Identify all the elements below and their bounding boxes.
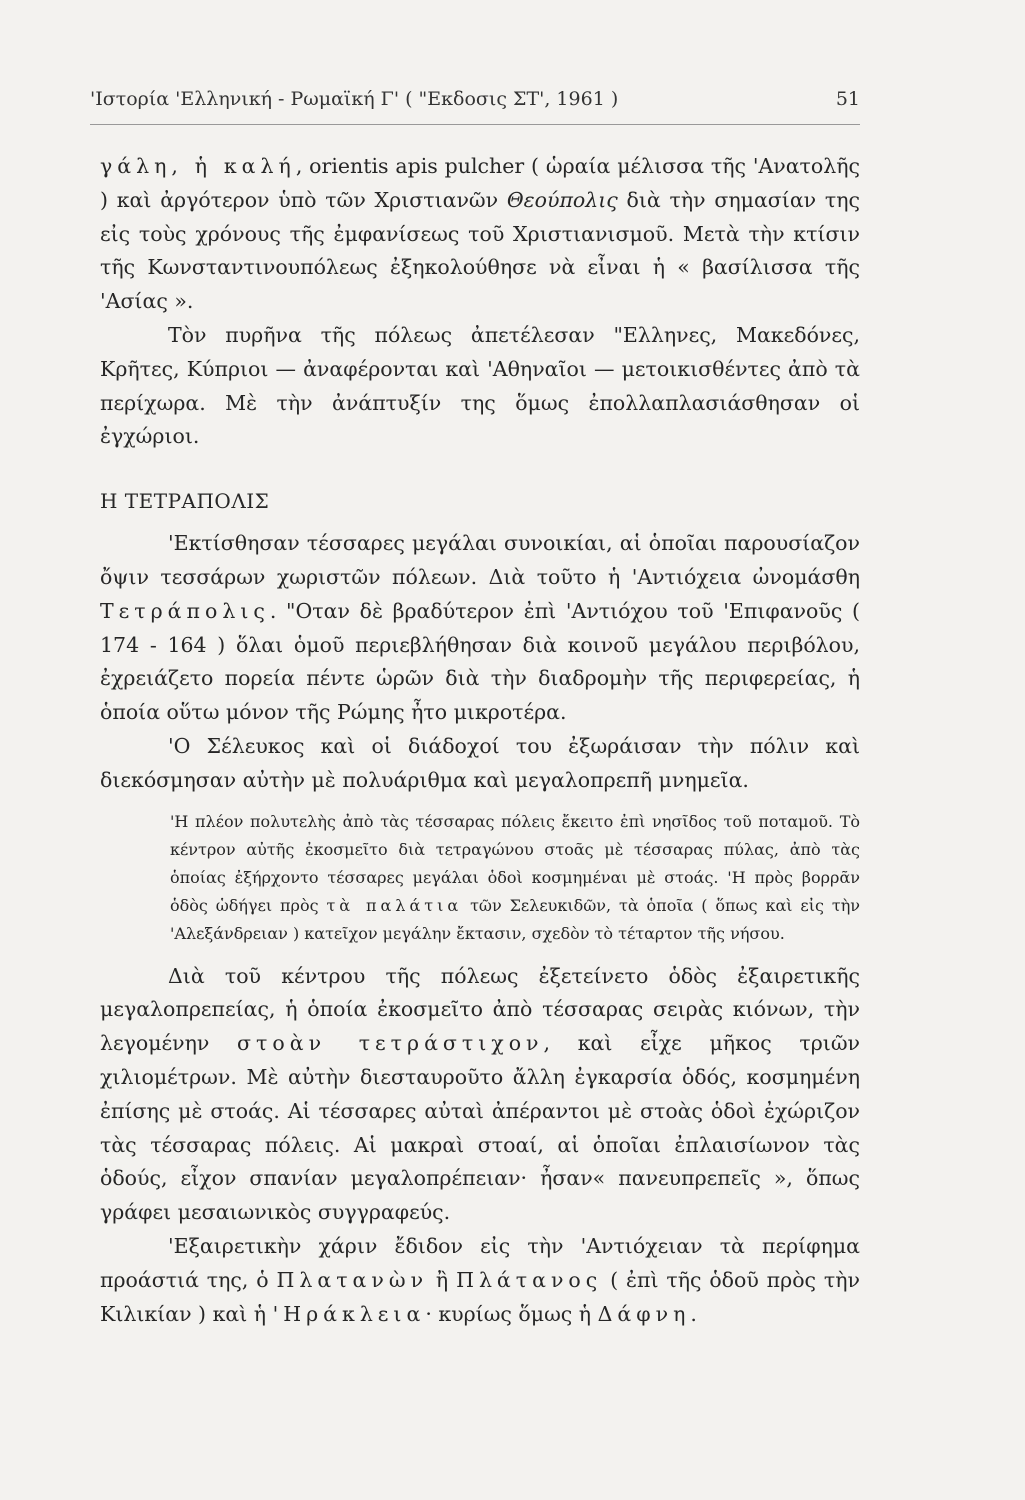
paragraph-1	[100, 150, 860, 319]
spaced-text: στοὰν τετράστιχον	[237, 1031, 544, 1056]
text-run: 'Εξαιρετικὴν χάριν ἔδιδον εἰς τὴν 'Αντιόχειαν τὰ περίφημα προάστιά της, ὁ	[100, 1233, 860, 1292]
spaced-text: Πλάτανος	[456, 1267, 603, 1292]
spaced-text: Τετράπολις	[100, 598, 270, 623]
header-rule	[90, 124, 860, 125]
section-heading: Η ΤΕΤΡΑΠΟΛΙΣ	[100, 489, 270, 514]
text-run: τῶν Σελευκιδῶν, τὰ ὁποῖα ( ὅπως καὶ εἰς τὴν 'Αλεξάνδρειαν ) κατεῖχον μεγάλην ἔκτασιν, σχεδὸν τὸ τέταρτον τῆς νήσου.	[170, 895, 861, 943]
text-run: , orientis apis pulcher ( ὡραία μέλισσα τῆς 'Ανατολῆς ) καὶ ἀργότερον ὑπὸ τῶν Χριστιανῶν	[100, 154, 860, 212]
text-run: 'Εκτίσθησαν τέσσαρες μεγάλαι συνοικίαι, αἱ ὁποῖαι παρουσίαζον ὄψιν τεσσάρων χωριστῶν πόλεων. Διὰ τοῦτο ἡ 'Αντιόχεια ὠνομάσθη	[100, 531, 860, 589]
spaced-text: τὰ παλάτια	[326, 895, 463, 915]
paragraph-4: 'Ο Σέλευκος καὶ οἱ διάδοχοί του ἐξωράισαν τὴν πόλιν καὶ διεκόσμησαν αὐτὴν μὲ πολυάριθμα καὶ μεγαλοπρεπῆ μνημεῖα.	[100, 733, 860, 792]
text-run: · κυρίως ὅμως ἡ	[425, 1301, 598, 1326]
paragraph-3	[100, 527, 860, 730]
spaced-text: γάλη, ἡ καλή	[100, 154, 296, 178]
text-run: Διὰ τοῦ κέντρου τῆς πόλεως ἐξετείνετο ὁδὸς ἐξαιρετικῆς μεγαλοπρεπείας, ἡ ὁποία ἐκοσμεῖτο ἀπὸ τέσσαρας σειρὰς κιόνων, τὴν λεγομένην	[100, 963, 860, 1056]
text-run: .	[690, 1301, 697, 1326]
text-run: , καὶ εἶχε μῆκος τριῶν χιλιομέτρων. Μὲ αὐτὴν διεσταυροῦτο ἄλλη ἐγκαρσία ὁδός, κοσμημένη ἐπίσης μὲ στοάς. Αἱ τέσσαρες αὐταὶ ἀπέραντοι μὲ στοὰς ὁδοὶ ἐχώριζον τὰς τέσσαρας πόλεις. Αἱ μακραὶ στοαί, αἱ ὁποῖαι ἐπλαισίωνον τὰς ὁδούς, εἶχον σπανίαν μεγαλοπρέπειαν· ἦσαν« πανευπρεπεῖς », ὅπως γράφει μεσαιωνικὸς συγγραφεύς.	[100, 1031, 861, 1225]
italic-term: Θεούπολις	[506, 187, 618, 212]
spaced-text: Πλατανὼν	[276, 1267, 429, 1292]
text-run: διὰ τὴν σημασίαν της εἰς τοὺς χρόνους τῆς ἐμφανίσεως τοῦ Χριστιανισμοῦ. Μετὰ τὴν κτίσιν τῆς Κωνσταντινουπόλεως ἐξηκολούθησε νὰ εἶναι ἡ « βασίλισσα τῆς 'Ασίας ».	[100, 187, 860, 314]
page-number: 51	[835, 88, 860, 110]
spaced-text: 'Ηράκλεια	[272, 1301, 426, 1326]
text-run: ἢ	[428, 1267, 457, 1292]
spaced-text: Δάφνη	[597, 1301, 691, 1326]
text-run: 'Η πλέον πολυτελὴς ἀπὸ τὰς τέσσαρας πόλεις ἔκειτο ἐπὶ νησῖδος τοῦ ποταμοῦ. Τὸ κέντρον αὐτῆς ἐκοσμεῖτο διὰ τετραγώνου στοᾶς μὲ τέσσαρας πύλας, ἀπὸ τὰς ὁποίας ἐξήρχοντο τέσσαρες μεγάλαι ὁδοὶ κοσμημέναι μὲ στοάς. 'Η πρὸς βορρᾶν ὁδὸς ὡδήγει πρὸς	[170, 811, 860, 915]
paragraph-6	[100, 1230, 860, 1331]
text-run: . "Οταν δὲ βραδύτερον ἐπὶ 'Αντιόχου τοῦ 'Επιφανοῦς ( 174 - 164 ) ὅλαι ὁμοῦ περιεβλήθησαν διὰ κοινοῦ μεγάλου περιβόλου, ἐχρειάζετο πορεία πέντε ὡρῶν διὰ τὴν διαδρομὴν τῆς περιφερείας, ἡ ὁποία οὕτω μόνον τῆς Ρώμης ἦτο μικροτέρα.	[100, 598, 860, 725]
paragraph-5	[100, 960, 860, 1230]
running-title: 'Ιστορία 'Ελληνική - Ρωμαϊκή Γ' ( "Εκδοσις ΣΤ', 1961 )	[90, 88, 619, 110]
paragraph-2: Τὸν πυρῆνα τῆς πόλεως ἀπετέλεσαν "Ελληνες, Μακεδόνες, Κρῆτες, Κύπριοι — ἀναφέρονται καὶ 'Αθηναῖοι — μετοικισθέντες ἀπὸ τὰ περίχωρα. Μὲ τὴν ἀνάπτυξίν της ὅμως ἐπολλαπλασιάσθησαν οἱ ἐγχώριοι.	[100, 322, 860, 449]
running-header	[90, 88, 860, 110]
text-run: ( ἐπὶ τῆς ὁδοῦ πρὸς τὴν Κιλικίαν ) καὶ ἡ	[100, 1267, 860, 1326]
text-body	[100, 150, 860, 1331]
small-print-note	[170, 808, 860, 948]
